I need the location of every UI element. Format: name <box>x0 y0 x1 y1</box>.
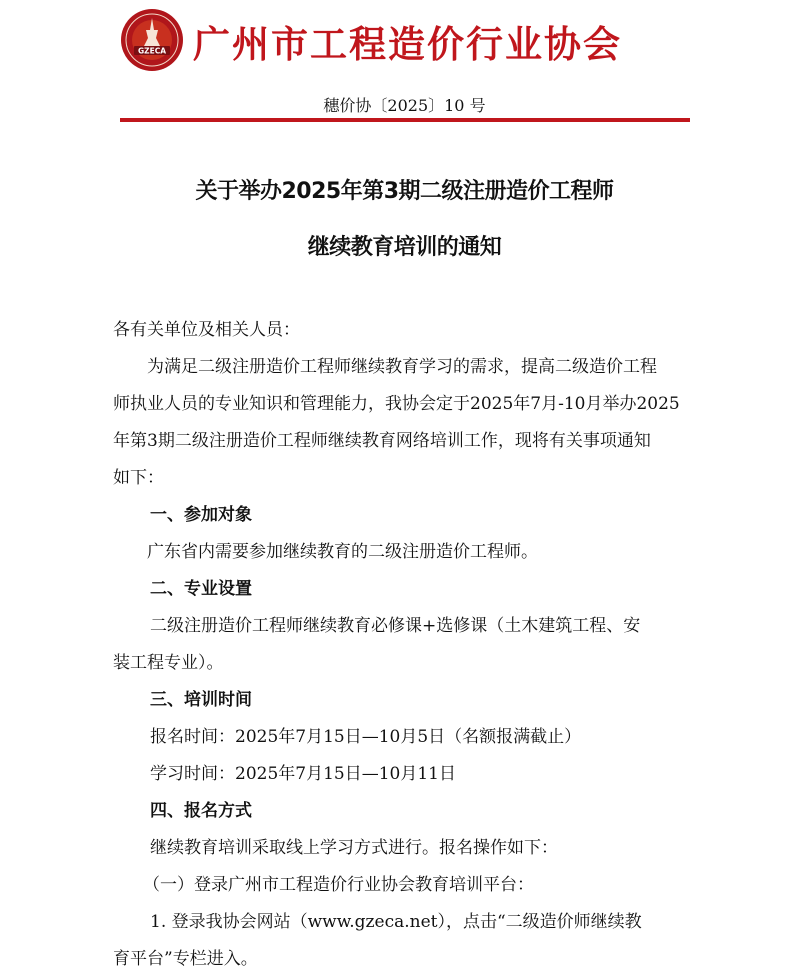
numbered-item: 育平台”专栏进入。 <box>113 949 258 969</box>
intro-line: 为满足二级注册造价工程师继续教育学习的需求，提高二级造价工程 <box>147 357 657 377</box>
subsection-heading: （一）登录广州市工程造价行业协会教育培训平台： <box>143 875 534 895</box>
section-text: 继续教育培训采取线上学习方式进行。报名操作如下： <box>150 838 558 858</box>
section-text: 二级注册造价工程师继续教育必修课+选修课（土木建筑工程、安 <box>150 616 641 636</box>
red-divider <box>120 118 690 122</box>
section-heading: 一、参加对象 <box>150 505 252 525</box>
organization-name: 广州市工程造价行业协会 <box>193 23 622 66</box>
section-text: 广东省内需要参加继续教育的二级注册造价工程师。 <box>147 542 538 562</box>
section-text: 装工程专业）。 <box>113 653 224 673</box>
salutation: 各有关单位及相关人员： <box>113 320 300 340</box>
letterhead <box>0 0 809 80</box>
notice-title-line-2: 继续教育培训的通知 <box>307 235 502 260</box>
gzeca-logo <box>120 8 184 72</box>
section-heading: 四、报名方式 <box>150 801 252 821</box>
intro-line: 师执业人员的专业知识和管理能力，我协会定于2025年7月-10月举办2025 <box>113 394 680 414</box>
registration-time: 报名时间：2025年7月15日—10月5日（名额报满截止） <box>150 727 582 747</box>
numbered-item: 1. 登录我协会网站（www.gzeca.net），点击“二级造价师继续教 <box>150 912 642 932</box>
logo-text: GZECA <box>137 46 167 56</box>
notice-title-line-1: 关于举办2025年第3期二级注册造价工程师 <box>195 179 614 204</box>
study-time: 学习时间：2025年7月15日—10月11日 <box>150 764 456 784</box>
intro-line: 如下： <box>113 468 164 488</box>
section-heading: 三、培训时间 <box>150 690 252 710</box>
document-number: 穗价协〔2025〕10 号 <box>323 96 486 115</box>
intro-line: 年第3期二级注册造价工程师继续教育网络培训工作，现将有关事项通知 <box>113 431 651 451</box>
section-heading: 二、专业设置 <box>150 579 252 599</box>
